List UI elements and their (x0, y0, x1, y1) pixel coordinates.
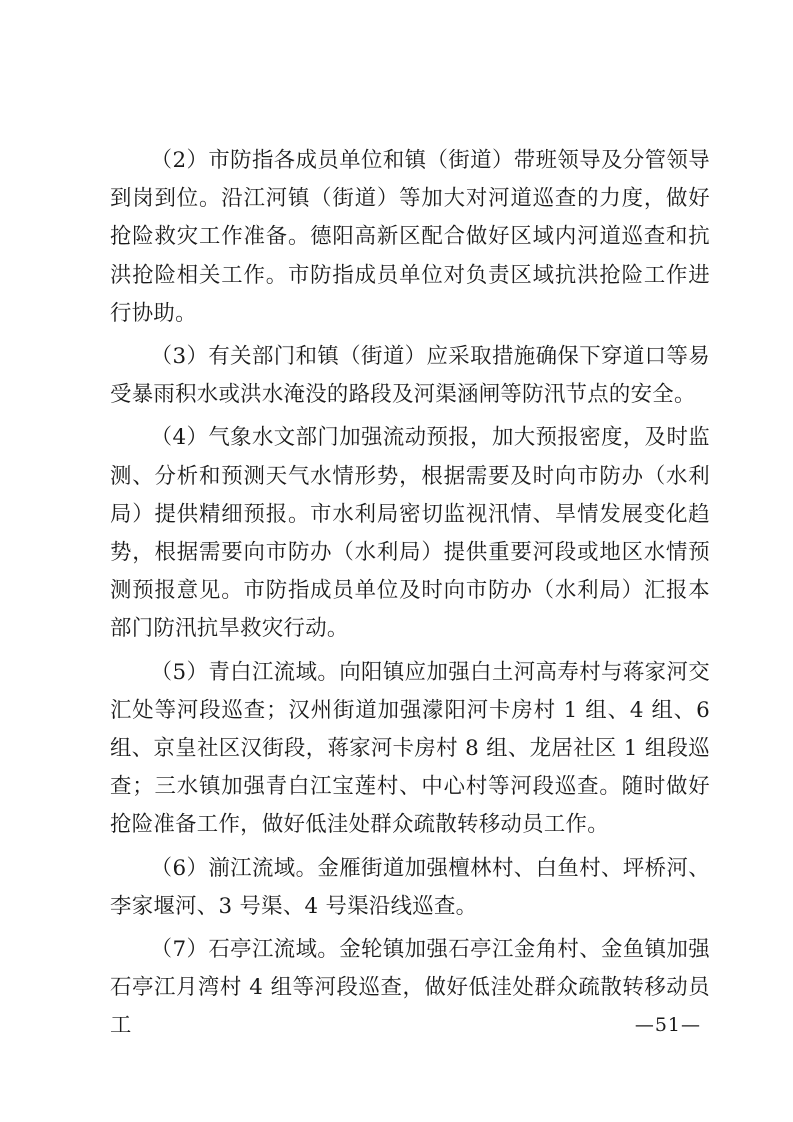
paragraph-7: （7）石亭江流域。金轮镇加强石亭江金角村、金鱼镇加强石亭江月湾村 4 组等河段巡查，做好低洼处群众疏散转移动员工 (110, 937, 710, 1039)
paragraph-3: （3）有关部门和镇（街道）应采取措施确保下穿道口等易受暴雨积水或洪水淹没的路段及河渠涵闸等防汛节点的安全。 (110, 344, 710, 408)
paragraph-5: （5）青白江流域。向阳镇应加强白土河高寿村与蒋家河交汇处等河段巡查；汉州街道加强濛阳河卡房村 1 组、4 组、6 组、京皇社区汉街段，蒋家河卡房村 8 组、龙居社区 1 组段巡查；三水镇加强青白江宝莲村、中心村等河段巡查。随时做好抢险准备工作，做好低洼处群众疏散转移动员工作。 (110, 659, 710, 838)
document-body (110, 142, 710, 1051)
paragraph-6: （6）湔江流域。金雁街道加强檀林村、白鱼村、坪桥河、李家堰河、3 号渠、4 号渠沿线巡查。 (110, 855, 710, 919)
paragraph-4: （4）气象水文部门加强流动预报，加大预报密度，及时监测、分析和预测天气水情形势，根据需要及时向市防办（水利局）提供精细预报。市水利局密切监视汛情、旱情发展变化趋势，根据需要向市防办（水利局）提供重要河段或地区水情预测预报意见。市防指成员单位及时向市防办（水利局）汇报本部门防汛抗旱救灾行动。 (110, 425, 710, 642)
paragraph-2: （2）市防指各成员单位和镇（街道）带班领导及分管领导到岗到位。沿江河镇（街道）等加大对河道巡查的力度，做好抢险救灾工作准备。德阳高新区配合做好区域内河道巡查和抗洪抢险相关工作。市防指成员单位对负责区域抗洪抢险工作进行协助。 (110, 148, 710, 326)
page-number: —51— (634, 1014, 701, 1036)
